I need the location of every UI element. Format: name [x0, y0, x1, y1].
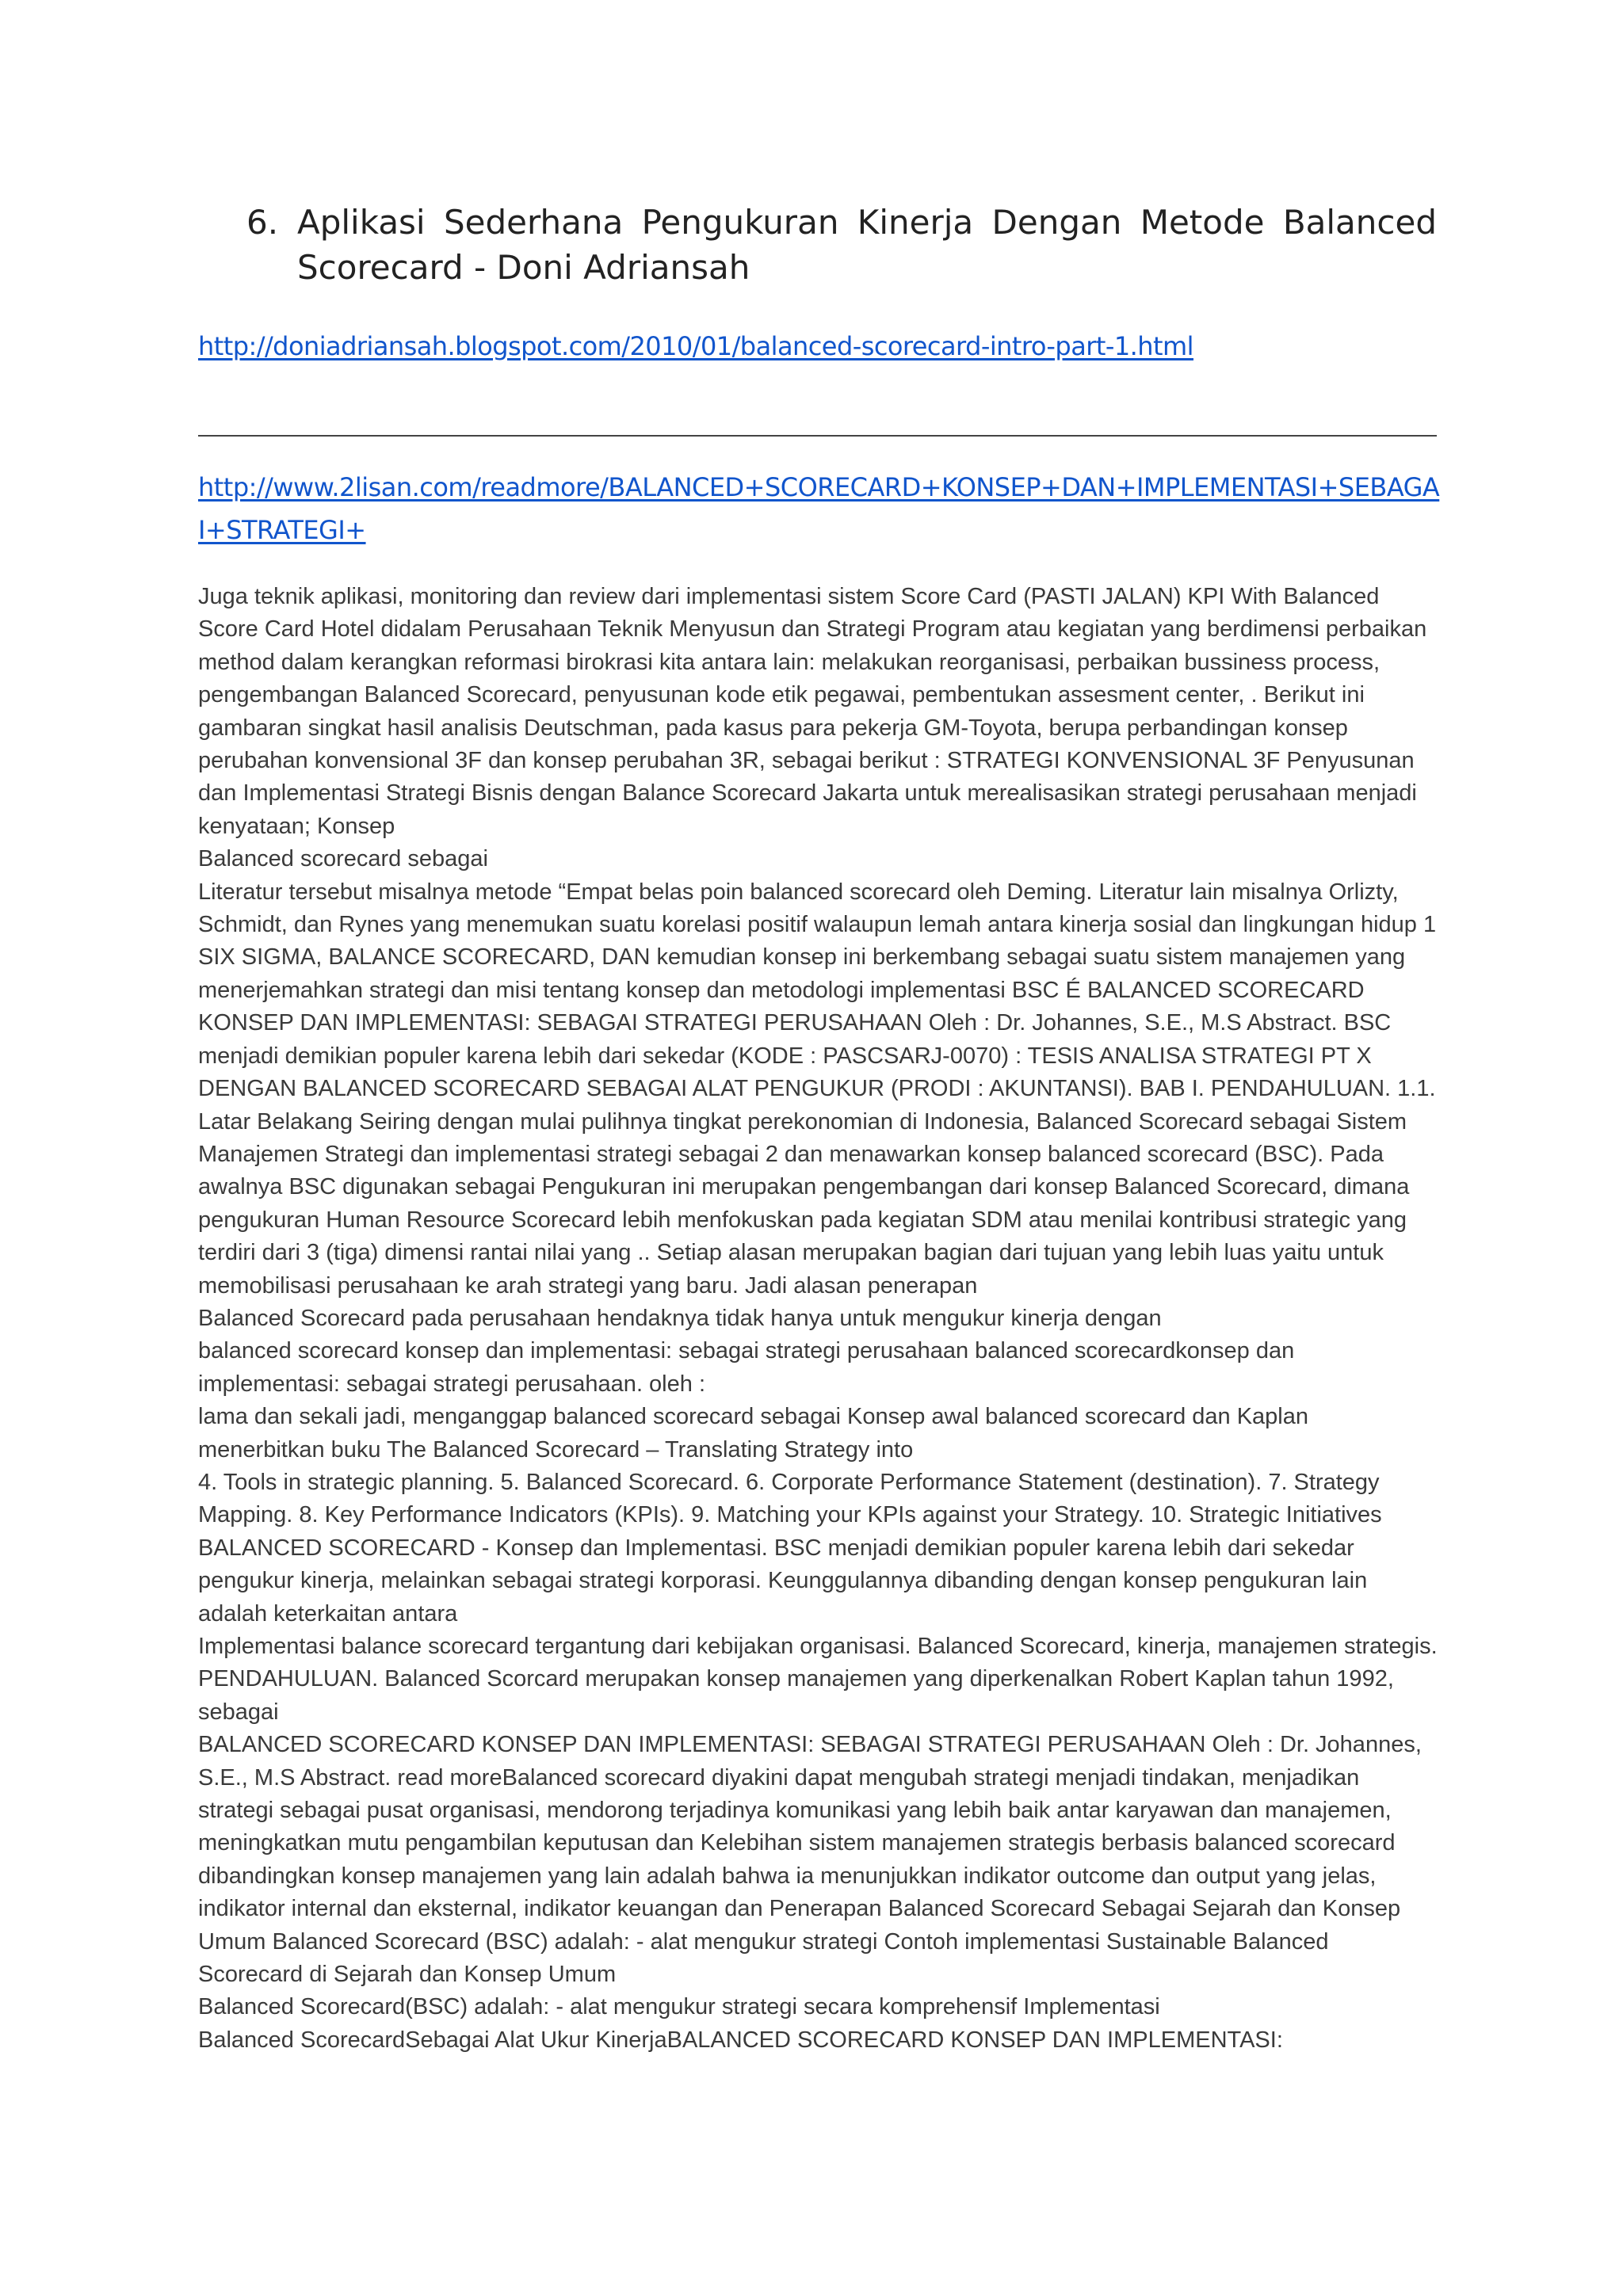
- body-paragraph: 4. Tools in strategic planning. 5. Balanced Scorecard. 6. Corporate Performance Statement (destination). 7. Strategy Mapping. 8. Key Performance Indicators (KPIs). 9. Matching your KPIs against your Strategy. 10. Strategic Initiatives BALANCED SCORECARD - Konsep dan Implementasi. BSC menjadi demikian populer karena lebih dari sekedar pengukur kinerja, melainkan sebagai strategi korporasi. Keunggulannya dibanding dengan konsep pengukuran lain adalah keterkaitan antara: [198, 1469, 1382, 1627]
- body-paragraph: Juga teknik aplikasi, monitoring dan review dari implementasi sistem Score Card (PASTI JALAN) KPI With Balanced Score Card Hotel didalam Perusahaan Teknik Menyusun dan Strategi Program atau kegiatan yang berdimensi perbaikan method dalam kerangkan reformasi birokrasi kita antara lain: melakukan reorganisasi, perbaikan bussiness process, pengembangan Balanced Scorecard, penyusunan kode etik pegawai, pembentukan assesment center, . Berikut ini gambaran singkat hasil analisis Deutschman, pada kasus para pekerja GM-Toyota, berupa perbandingan konsep perubahan konvensional 3F dan konsep perubahan 3R, sebagai berikut : STRATEGI KONVENSIONAL 3F Penyusunan dan Implementasi Strategi Bisnis dengan Balance Scorecard Jakarta untuk merealisasikan strategi perusahaan menjadi kenyataan; Konsep: [198, 584, 1427, 839]
- body-paragraph: Balanced scorecard sebagai: [198, 846, 488, 872]
- body-paragraph: lama dan sekali jadi, menganggap balanced scorecard sebagai Konsep awal balanced scorecard dan Kaplan menerbitkan buku The Balanced Scorecard – Translating Strategy into: [198, 1404, 1308, 1463]
- heading-number: 6.: [246, 203, 279, 242]
- article-body: [198, 581, 1438, 2057]
- body-paragraph: Implementasi balance scorecard tergantung dari kebijakan organisasi. Balanced Scorecard, kinerja, manajemen strategis. PENDAHULUAN. Balanced Scorcard merupakan konsep manajemen yang diperkenalkan Robert Kaplan tahun 1992, sebagai: [198, 1634, 1438, 1725]
- body-paragraph: Balanced Scorecard(BSC) adalah: - alat mengukur strategi secara komprehensif Implementasi: [198, 1994, 1160, 2020]
- heading-title: Aplikasi Sederhana Pengukuran Kinerja Dengan Metode Balanced Scorecard - Doni Adriansah: [297, 203, 1437, 287]
- horizontal-divider: [198, 435, 1437, 437]
- body-paragraph: Literatur tersebut misalnya metode “Empat belas poin balanced scorecard oleh Deming. Literatur lain misalnya Orlizty, Schmidt, dan Rynes yang menemukan suatu korelasi positif walaupun lemah antara kinerja sosial dan lingkungan hidup 1 SIX SIGMA, BALANCE SCORECARD, DAN kemudian konsep ini berkembang sebagai suatu sistem manajemen yang menerjemahkan strategi dan misi tentang konsep dan metodologi implementasi BSC É BALANCED SCORECARD KONSEP DAN IMPLEMENTASI: SEBAGAI STRATEGI PERUSAHAAN Oleh : Dr. Johannes, S.E., M.S Abstract. BSC menjadi demikian populer karena lebih dari sekedar (KODE : PASCSARJ-0070) : TESIS ANALISA STRATEGI PT X DENGAN BALANCED SCORECARD SEBAGAI ALAT PENGUKUR (PRODI : AKUNTANSI). BAB I. PENDAHULUAN. 1.1. Latar Belakang Seiring dengan mulai pulihnya tingkat perekonomian di Indonesia, Balanced Scorecard sebagai Sistem Manajemen Strategi dan implementasi strategi sebagai 2 dan menawarkan konsep balanced scorecard (BSC). Pada awalnya BSC digunakan sebagai Pengukuran ini merupakan pengembangan dari konsep Balanced Scorecard, dimana pengukuran Human Resource Scorecard lebih menfokuskan pada kegiatan SDM atau menilai kontribusi strategic yang terdiri dari 3 (tiga) dimensi rantai nilai yang .. Setiap alasan merupakan bagian dari tujuan yang lebih luas yaitu untuk memobilisasi perusahaan ke arah strategi yang baru. Jadi alasan penerapan: [198, 879, 1437, 1299]
- body-paragraph: BALANCED SCORECARD KONSEP DAN IMPLEMENTASI: SEBAGAI STRATEGI PERUSAHAAN Oleh : Dr. Johannes, S.E., M.S Abstract. read moreBalanced scorecard diyakini dapat mengubah strategi menjadi tindakan, menjadikan strategi sebagai pusat organisasi, mendorong terjadinya komunikasi yang lebih baik antar karyawan dan manajemen, meningkatkan mutu pengambilan keputusan dan Kelebihan sistem manajemen strategis berbasis balanced scorecard dibandingkan konsep manajemen yang lain adalah bahwa ia menunjukkan indikator outcome dan output yang jelas, indikator internal dan eksternal, indikator keuangan dan Penerapan Balanced Scorecard Sebagai Sejarah dan Konsep Umum Balanced Scorecard (BSC) adalah: - alat mengukur strategi Contoh implementasi Sustainable Balanced Scorecard di Sejarah dan Konsep Umum: [198, 1732, 1422, 1988]
- source-link-2lisan[interactable]: http://www.2lisan.com/readmore/BALANCED+SCORECARD+KONSEP+DAN+IMPLEMENTASI+SEBAGAI+STRATEGI+: [198, 472, 1440, 545]
- source-link-blogspot[interactable]: http://doniadriansah.blogspot.com/2010/01/balanced-scorecard-intro-part-1.html: [198, 331, 1193, 361]
- body-paragraph: Balanced Scorecard pada perusahaan hendaknya tidak hanya untuk mengukur kinerja dengan: [198, 1305, 1162, 1331]
- section-heading: [246, 200, 1437, 290]
- body-paragraph: Balanced ScorecardSebagai Alat Ukur KinerjaBALANCED SCORECARD KONSEP DAN IMPLEMENTASI:: [198, 2027, 1283, 2053]
- body-paragraph: balanced scorecard konsep dan implementasi: sebagai strategi perusahaan balanced scorecardkonsep dan implementasi: sebagai strategi perusahaan. oleh :: [198, 1338, 1295, 1397]
